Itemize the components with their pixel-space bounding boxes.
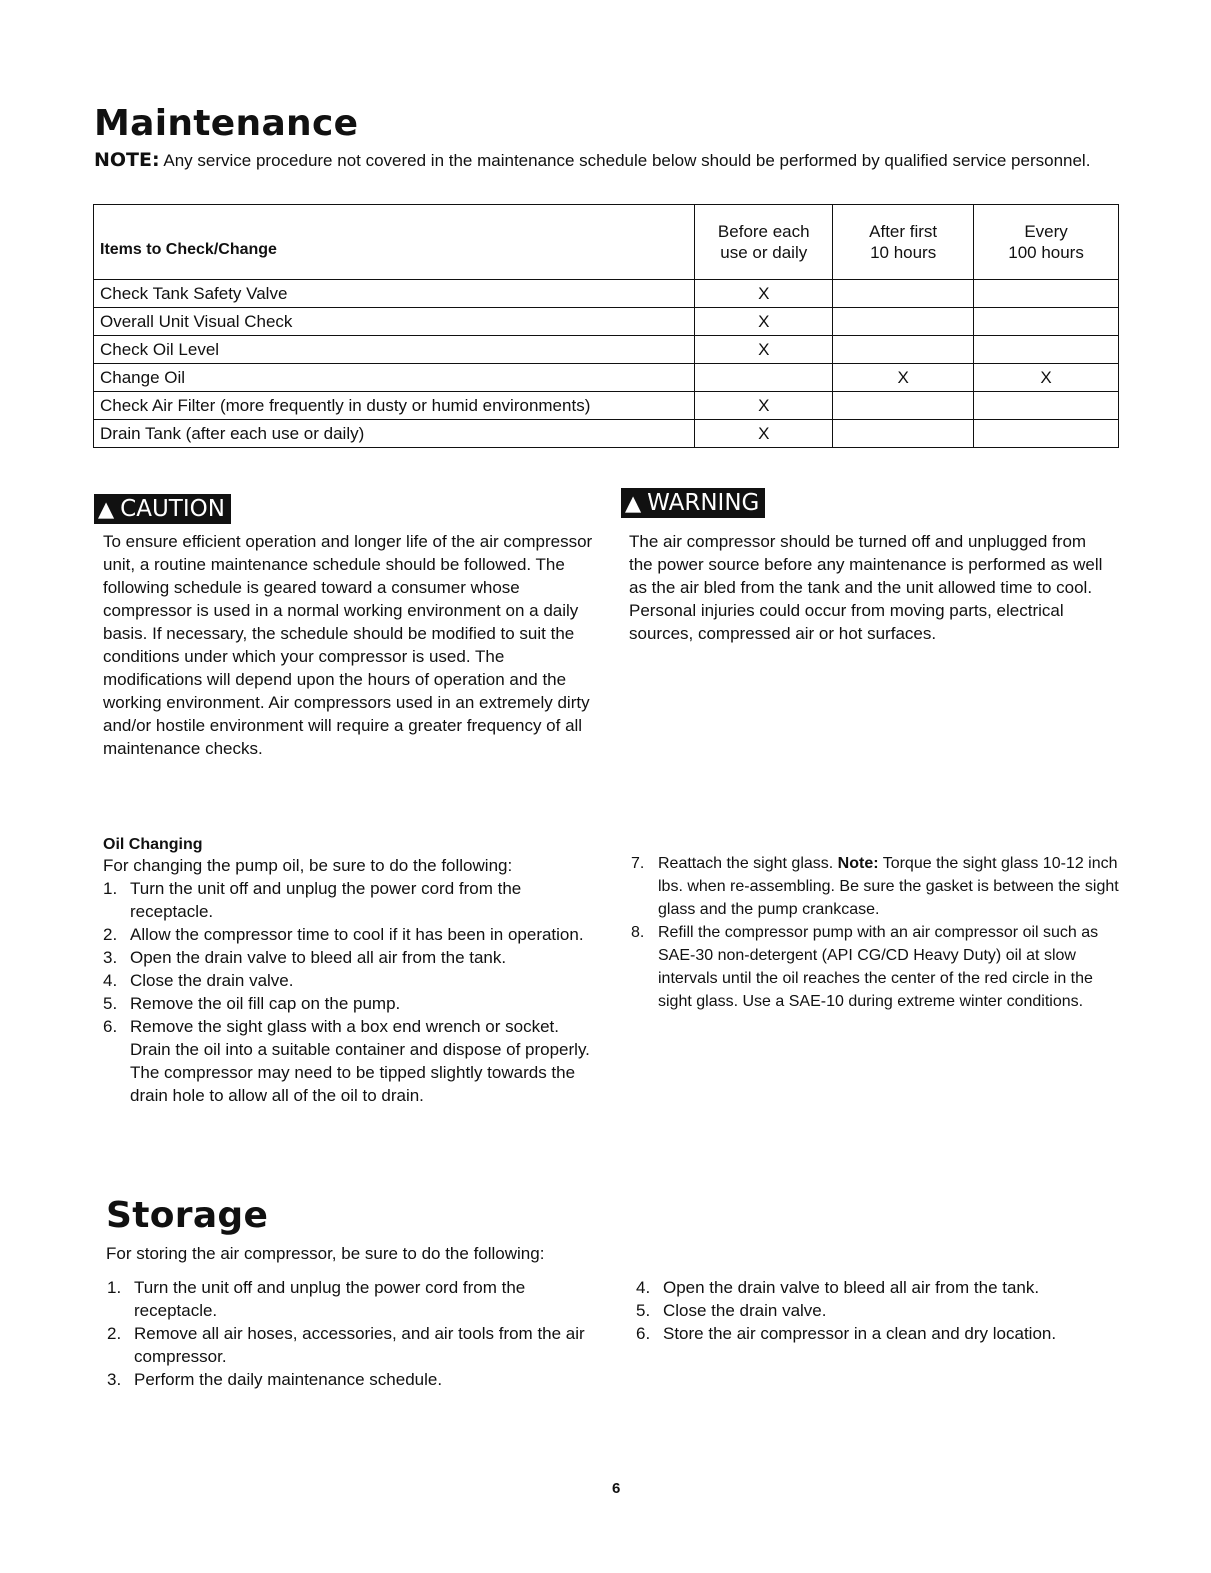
header-line: Every [1024, 222, 1068, 241]
list-item [103, 1015, 599, 1107]
step-text: Remove the sight glass with a box end wrench or socket. Drain the oil into a suitable container and dispose of properly. The compressor may need to be tipped slightly towards the drain hole to allow all of the oil to drain. [130, 1017, 590, 1105]
step-number: 3. [103, 948, 118, 967]
warning-text: The air compressor should be turned off and unplugged from the power source before any maintenance is performed as well as the air bled from the tank and the unit allowed time to cool. Personal injuries could occur from moving parts, electrical sources, compressed air or hot surfaces. [629, 532, 1103, 643]
row-mark [833, 420, 974, 448]
step-text: Allow the compressor time to cool if it has been in operation. [130, 925, 584, 944]
maintenance-schedule-table [93, 204, 1119, 448]
list-item [103, 992, 599, 1015]
step-number: 1. [107, 1278, 122, 1297]
list-item [636, 1299, 1116, 1322]
row-item: Check Tank Safety Valve [94, 280, 695, 308]
oil-changing-intro: For changing the pump oil, be sure to do the following: [103, 856, 513, 875]
storage-intro: For storing the air compressor, be sure to do the following: [106, 1244, 545, 1263]
row-mark: X [833, 364, 974, 392]
list-item [636, 1276, 1116, 1299]
row-item: Check Air Filter (more frequently in dusty or humid environments) [94, 392, 695, 420]
caution-label: CAUTION [120, 496, 225, 522]
step-number: 1. [103, 879, 118, 898]
row-item: Change Oil [94, 364, 695, 392]
header-line: 100 hours [1008, 243, 1084, 262]
step-number: 2. [107, 1324, 122, 1343]
header-before-each-use [695, 205, 833, 280]
header-after-first-10-hours [833, 205, 974, 280]
row-mark: X [695, 392, 833, 420]
step-text: Turn the unit off and unplug the power cord from the receptacle. [134, 1278, 526, 1320]
oil-changing-steps-left [103, 877, 599, 1107]
row-item: Check Oil Level [94, 336, 695, 364]
header-line: 10 hours [870, 243, 937, 262]
step-text: Remove the oil fill cap on the pump. [130, 994, 401, 1013]
row-mark [695, 364, 833, 392]
step-number: 5. [636, 1301, 651, 1320]
table-row [94, 364, 1119, 392]
header-line: After first [869, 222, 938, 241]
page-number: 6 [612, 1480, 621, 1497]
caution-text: To ensure efficient operation and longer life of the air compressor unit, a routine maintenance schedule should be followed. The following schedule is geared toward a consumer whose compressor is used in a normal working environment on a daily basis. If necessary, the schedule should be modified to suit the conditions under which your compressor is used. The modifications will depend upon the hours of operation and the working environment. Air compressors used in an extremely dirty and/or hostile environment will require a greater frequency of all maintenance checks. [103, 532, 593, 758]
table-header-row [94, 205, 1119, 280]
row-mark [974, 280, 1119, 308]
step-number: 5. [103, 994, 118, 1013]
list-item [103, 877, 599, 923]
table-row [94, 308, 1119, 336]
step-text: Reattach the sight glass. [658, 855, 838, 872]
oil-changing-heading: Oil Changing [103, 836, 203, 853]
list-item [107, 1276, 599, 1322]
storage-title: Storage [106, 1195, 269, 1236]
storage-steps-left [107, 1276, 599, 1391]
row-mark [833, 392, 974, 420]
warning-label: WARNING [647, 490, 760, 516]
step-text: Remove all air hoses, accessories, and air tools from the air compressor. [134, 1324, 585, 1366]
list-item [636, 1322, 1116, 1345]
row-mark [833, 336, 974, 364]
note-label: Note: [837, 855, 879, 872]
storage-steps-right [636, 1276, 1116, 1345]
step-text: Refill the compressor pump with an air compressor oil such as SAE-30 non-detergent (API CG/CD Heavy Duty) oil at slow intervals until the oil reaches the center of the red circle in the sight glass. Use a SAE-10 during extreme winter conditions. [658, 924, 1099, 1010]
header-line: use or daily [720, 243, 808, 262]
list-item [103, 969, 599, 992]
row-mark: X [974, 364, 1119, 392]
row-mark [974, 420, 1119, 448]
step-text: Turn the unit off and unplug the power cord from the receptacle. [130, 879, 522, 921]
list-item [631, 921, 1126, 1013]
list-item [107, 1322, 599, 1368]
step-number: 8. [631, 924, 645, 941]
row-mark [974, 336, 1119, 364]
row-mark: X [695, 336, 833, 364]
warning-triangle-icon: ▲ [98, 497, 115, 521]
note-text: Any service procedure not covered in the maintenance schedule below should be performed by qualified service personnel. [159, 151, 1091, 170]
table-row [94, 392, 1119, 420]
step-text: Open the drain valve to bleed all air from the tank. [663, 1278, 1040, 1297]
row-mark [833, 308, 974, 336]
warning-triangle-icon: ▲ [625, 491, 642, 515]
list-item [631, 852, 1126, 921]
step-number: 6. [636, 1324, 651, 1343]
list-item [103, 946, 599, 969]
row-mark [833, 280, 974, 308]
step-text: Store the air compressor in a clean and dry location. [663, 1324, 1057, 1343]
row-item: Drain Tank (after each use or daily) [94, 420, 695, 448]
step-number: 2. [103, 925, 118, 944]
step-text: Open the drain valve to bleed all air from the tank. [130, 948, 507, 967]
header-line: Before each [717, 222, 810, 241]
caution-badge [94, 494, 231, 524]
step-number: 3. [107, 1370, 122, 1389]
step-number: 6. [103, 1017, 118, 1036]
row-mark [974, 392, 1119, 420]
list-item [107, 1368, 599, 1391]
step-text: Perform the daily maintenance schedule. [134, 1370, 443, 1389]
row-mark: X [695, 420, 833, 448]
row-mark: X [695, 308, 833, 336]
row-mark [974, 308, 1119, 336]
oil-changing-steps-right [631, 852, 1126, 1013]
header-items: Items to Check/Change [94, 205, 695, 280]
row-item: Overall Unit Visual Check [94, 308, 695, 336]
step-number: 4. [636, 1278, 651, 1297]
table-row [94, 280, 1119, 308]
header-every-100-hours [974, 205, 1119, 280]
table-row [94, 420, 1119, 448]
step-text: Torque the sight glass 10-12 inch lbs. when re-assembling. Be sure the gasket is between the sight glass and the pump crankcase. [658, 855, 1119, 918]
warning-badge [621, 488, 765, 518]
row-mark: X [695, 280, 833, 308]
maintenance-note [94, 149, 1124, 172]
note-label: NOTE: [94, 149, 160, 171]
step-number: 4. [103, 971, 118, 990]
list-item [103, 923, 599, 946]
step-text: Close the drain valve. [663, 1301, 827, 1320]
step-number: 7. [631, 855, 645, 872]
table-row [94, 336, 1119, 364]
step-text: Close the drain valve. [130, 971, 294, 990]
maintenance-title: Maintenance [94, 103, 359, 144]
